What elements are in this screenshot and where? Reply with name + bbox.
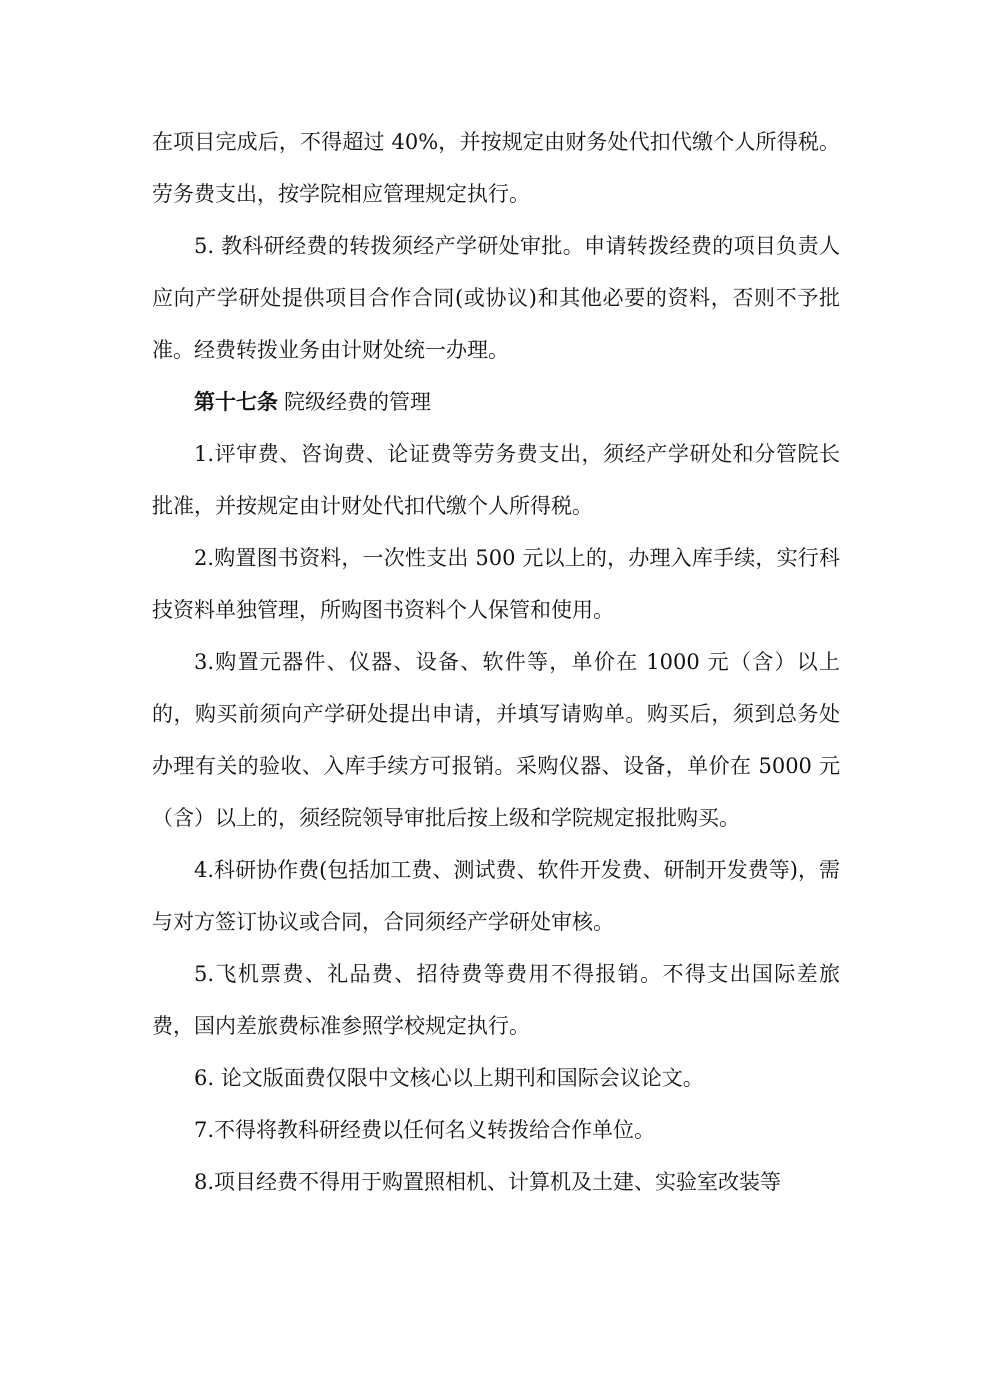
paragraph-continuation: 在项目完成后，不得超过 40%，并按规定由财务处代扣代缴个人所得税。劳务费支出，按学院相应管理规定执行。: [152, 130, 840, 206]
document-body: [152, 116, 840, 1208]
article-subtitle: 院级经费的管理: [284, 390, 431, 414]
list-item-6: 6. 论文版面费仅限中文核心以上期刊和国际会议论文。: [194, 1066, 704, 1090]
list-item-1: 1.评审费、咨询费、论证费等劳务费支出，须经产学研处和分管院长批准，并按规定由计财处代扣代缴个人所得税。: [152, 442, 840, 518]
article-heading: [152, 376, 840, 428]
article-title: 第十七条: [194, 390, 278, 414]
list-item-4: 4.科研协作费(包括加工费、测试费、软件开发费、研制开发费等)，需与对方签订协议或合同，合同须经产学研处审核。: [152, 858, 840, 934]
list-item-8: 8.项目经费不得用于购置照相机、计算机及土建、实验室改装等: [194, 1170, 782, 1194]
list-item-5: 5.飞机票费、礼品费、招待费等费用不得报销。不得支出国际差旅费，国内差旅费标准参照学校规定执行。: [152, 962, 840, 1038]
list-item-7: 7.不得将教科研经费以任何名义转拨给合作单位。: [194, 1118, 656, 1142]
list-item-3: 3.购置元器件、仪器、设备、软件等，单价在 1000 元（含）以上的，购买前须向产学研处提出申请，并填写请购单。购买后，须到总务处办理有关的验收、入库手续方可报销。采购仪器、设备，单价在 5000 元（含）以上的，须经院领导审批后按上级和学院规定报批购买。: [152, 650, 840, 830]
paragraph-item-5-transfer: 5. 教科研经费的转拨须经产学研处审批。申请转拨经费的项目负责人应向产学研处提供项目合作合同(或协议)和其他必要的资料，否则不予批准。经费转拨业务由计财处统一办理。: [152, 234, 840, 362]
list-item-2: 2.购置图书资料，一次性支出 500 元以上的，办理入库手续，实行科技资料单独管理，所购图书资料个人保管和使用。: [152, 546, 840, 622]
